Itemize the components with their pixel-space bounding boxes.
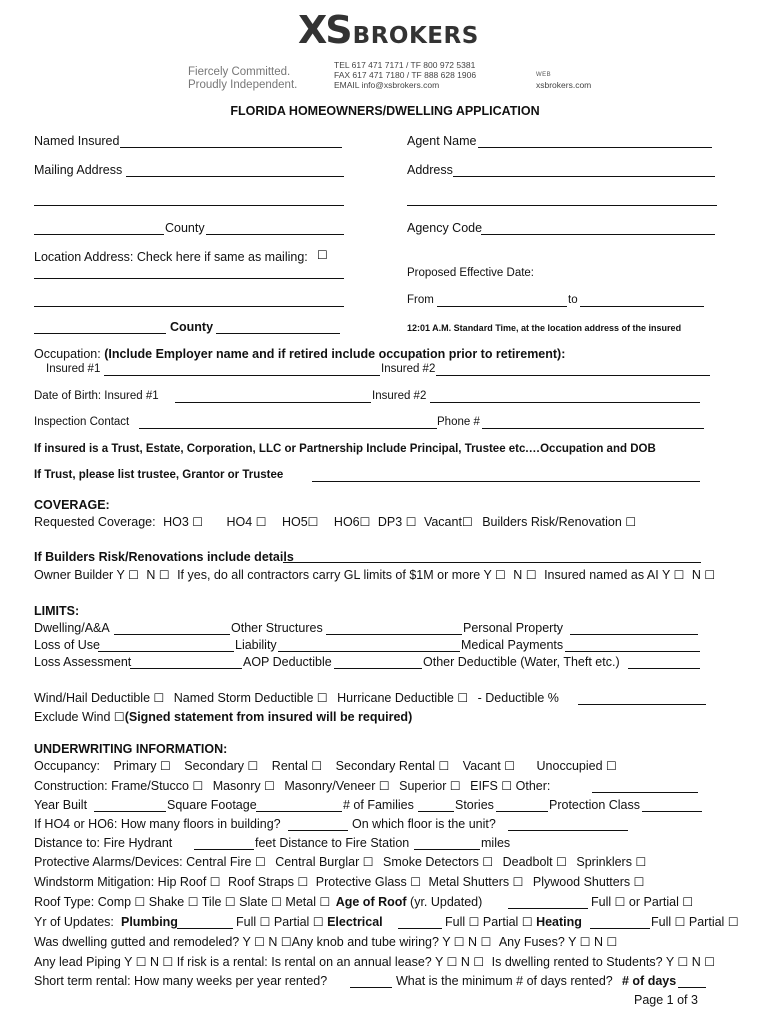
- protection-class-field[interactable]: [642, 811, 702, 812]
- deductibles-row: [34, 691, 559, 705]
- roof-straps-label: Roof Straps: [228, 875, 295, 889]
- smoke-detectors-label: Smoke Detectors: [383, 855, 479, 869]
- builders-row: [34, 568, 715, 582]
- loss-of-use-field[interactable]: [98, 651, 234, 652]
- other-structures-field[interactable]: [326, 634, 462, 635]
- inspection-contact-field[interactable]: [139, 428, 437, 429]
- roof-metal-checkbox[interactable]: ☐: [319, 895, 331, 909]
- form-title: FLORIDA HOMEOWNERS/DWELLING APPLICATION: [230, 104, 540, 118]
- plumbing-full-checkbox[interactable]: ☐: [259, 915, 271, 929]
- named-storm-checkbox[interactable]: ☐: [316, 691, 328, 705]
- hurricane-checkbox[interactable]: ☐: [457, 691, 469, 705]
- roof-comp-label: Comp: [97, 895, 132, 909]
- plumbing-label: Plumbing: [121, 915, 178, 929]
- contact-block: [334, 60, 476, 90]
- inspection-contact-label: Inspection Contact: [34, 416, 130, 428]
- fuses-n-label: N: [593, 935, 603, 949]
- families-label: # of Families: [343, 798, 414, 812]
- wind-hail-deductible-label: Wind/Hail Deductible: [34, 691, 151, 705]
- occupation-instruction: (Include Employer name and if retired include occupation prior to retirement):: [104, 347, 566, 361]
- gutted-n-checkbox[interactable]: ☐: [280, 935, 292, 949]
- occupancy-primary-checkbox[interactable]: ☐: [160, 759, 171, 773]
- construction-eifs-checkbox[interactable]: ☐: [501, 779, 513, 793]
- exclude-wind-checkbox[interactable]: ☐: [113, 710, 125, 724]
- construction-superior-label: Superior: [399, 779, 447, 793]
- agent-address-field[interactable]: [453, 176, 715, 177]
- construction-eifs-label: EIFS: [470, 779, 498, 793]
- other-structures-label: Other Structures: [231, 621, 323, 635]
- miles-label: miles: [481, 836, 511, 850]
- owner-builder-n-checkbox[interactable]: ☐: [158, 568, 170, 582]
- min-days-question: What is the minimum # of days rented?: [396, 974, 613, 988]
- tagline: [188, 66, 297, 92]
- contact-line-2: FAX 617 471 7180 / TF 888 628 1906: [334, 70, 477, 80]
- trust-list-field[interactable]: [312, 481, 700, 482]
- location-city-field[interactable]: [34, 333, 166, 334]
- roof-or-partial-label: or Partial: [628, 895, 679, 909]
- xs-brokers-logo: [298, 8, 479, 52]
- lead-n-checkbox[interactable]: ☐: [162, 955, 174, 969]
- coverage-ho4[interactable]: [227, 515, 267, 529]
- knob-y-label: Y: [442, 935, 451, 949]
- heating-full-label: Full: [651, 915, 672, 929]
- occupancy-vacant-checkbox[interactable]: ☐: [504, 759, 516, 773]
- checkbox-icon[interactable]: ☐: [307, 515, 319, 529]
- exclude-wind-row: [34, 710, 412, 724]
- roof-shake-label: Shake: [148, 895, 185, 909]
- limits-heading: LIMITS:: [34, 604, 80, 618]
- coverage-dp3[interactable]: [378, 515, 417, 529]
- lead-question: Any lead Piping: [34, 955, 121, 969]
- roof-slate-label: Slate: [239, 895, 268, 909]
- insured-ai-question: Insured named as AI: [544, 568, 659, 582]
- metal-shutters-checkbox[interactable]: ☐: [512, 875, 524, 889]
- construction-masonry-veneer-checkbox[interactable]: ☐: [378, 779, 390, 793]
- fuses-y-checkbox[interactable]: ☐: [579, 935, 591, 949]
- occupancy-vacant-label: Vacant: [462, 759, 501, 773]
- proposed-effective-date-label: Proposed Effective Date:: [407, 267, 534, 279]
- yr-updated-label: (yr. Updated): [410, 895, 483, 909]
- loss-of-use-label: Loss of Use: [34, 638, 101, 652]
- gl-y-checkbox[interactable]: ☐: [495, 568, 506, 582]
- owner-builder-y-label: Y: [116, 568, 125, 582]
- county-label: County: [165, 221, 205, 235]
- gutted-question: Was dwelling gutted and remodeled?: [34, 935, 240, 949]
- from-date-field[interactable]: [437, 306, 567, 307]
- medical-payments-label: Medical Payments: [461, 638, 564, 652]
- to-label: to: [568, 294, 578, 306]
- wind-hail-checkbox[interactable]: ☐: [153, 691, 165, 705]
- contact-line-3: EMAIL info@xsbrokers.com: [334, 80, 440, 90]
- central-burglar-checkbox[interactable]: ☐: [362, 855, 374, 869]
- num-days-field[interactable]: [678, 987, 706, 988]
- occupancy-secondary-rental-checkbox[interactable]: ☐: [438, 759, 450, 773]
- square-footage-label: Square Footage: [167, 798, 257, 812]
- agent-name-field[interactable]: [478, 147, 712, 148]
- protective-row: [34, 855, 646, 869]
- construction-frame-checkbox[interactable]: ☐: [192, 779, 204, 793]
- plywood-shutters-checkbox[interactable]: ☐: [633, 875, 645, 889]
- coverage-heading: COVERAGE:: [34, 498, 110, 512]
- construction-row: [34, 779, 550, 793]
- city-field[interactable]: [34, 234, 164, 235]
- deductible-pct-label: - Deductible %: [477, 691, 559, 705]
- location-address-line-2[interactable]: [34, 306, 344, 307]
- central-fire-label: Central Fire: [186, 855, 252, 869]
- occupancy-row: [34, 759, 617, 773]
- loss-assessment-label: Loss Assessment: [34, 655, 132, 669]
- plumbing-partial-label: Partial: [273, 915, 310, 929]
- construction-other-label: Other:: [515, 779, 551, 793]
- checkbox-icon[interactable]: ☐: [625, 515, 637, 529]
- fire-hydrant-field[interactable]: [194, 849, 254, 850]
- lease-y-label: Y: [435, 955, 444, 969]
- trust-note: If insured is a Trust, Estate, Corporation, LLC or Partnership Include Principal, Trustee etc.…Occupation and DOB: [34, 443, 656, 455]
- roof-full-checkbox[interactable]: ☐: [614, 895, 626, 909]
- floors-question: If HO4 or HO6: How many floors in building?: [34, 817, 281, 831]
- electrical-full-checkbox[interactable]: ☐: [468, 915, 480, 929]
- occupancy-rental-checkbox[interactable]: ☐: [311, 759, 323, 773]
- coverage-vacant-label: Vacant: [423, 515, 462, 529]
- gl-n-label: N: [513, 568, 523, 582]
- coverage-ho6-label: HO6: [333, 515, 360, 529]
- requested-coverage-label: Requested Coverage:: [34, 515, 156, 529]
- yr-updates-label: Yr of Updates:: [34, 915, 114, 929]
- roof-type-row: [34, 895, 482, 909]
- weeks-rented-field[interactable]: [350, 987, 392, 988]
- deadbolt-label: Deadbolt: [502, 855, 553, 869]
- sprinklers-label: Sprinklers: [576, 855, 632, 869]
- agency-code-field[interactable]: [481, 234, 715, 235]
- electrical-field[interactable]: [398, 928, 442, 929]
- other-deductible-field[interactable]: [628, 668, 700, 669]
- roof-slate-checkbox[interactable]: ☐: [271, 895, 282, 909]
- checkbox-icon[interactable]: ☐: [359, 515, 371, 529]
- fuses-question: Any Fuses?: [498, 935, 565, 949]
- occupancy-unoccupied-checkbox[interactable]: ☐: [606, 759, 617, 773]
- coverage-ho6[interactable]: [334, 515, 370, 529]
- coverage-ho3[interactable]: [163, 515, 203, 529]
- fuses-y-label: Y: [568, 935, 577, 949]
- roof-comp-checkbox[interactable]: ☐: [134, 895, 146, 909]
- gl-n-checkbox[interactable]: ☐: [525, 568, 537, 582]
- heating-field[interactable]: [590, 928, 650, 929]
- logo-brokers: BROKERS: [352, 23, 479, 49]
- owner-builder-n-label: N: [146, 568, 156, 582]
- electrical-label: Electrical: [327, 915, 383, 929]
- occupation-row: [34, 347, 565, 361]
- occupancy-secondary-label: Secondary: [184, 759, 245, 773]
- aop-deductible-label: AOP Deductible: [243, 655, 332, 669]
- occupation-label: Occupation:: [34, 347, 101, 361]
- builders-details-label: If Builders Risk/Renovations include details: [34, 550, 294, 564]
- dwelling-label: Dwelling/A&A: [34, 621, 110, 635]
- hip-roof-checkbox[interactable]: ☐: [209, 875, 221, 889]
- fire-station-field[interactable]: [414, 849, 480, 850]
- dob-insured2-label: Insured #2: [372, 390, 427, 402]
- construction-label: Construction:: [34, 779, 108, 793]
- occupancy-unoccupied-label: Unoccupied: [536, 759, 603, 773]
- floor-unit-field[interactable]: [508, 830, 628, 831]
- lead-n-label: N: [149, 955, 160, 969]
- short-term-question: Short term rental: How many weeks per year rented?: [34, 974, 328, 988]
- protection-class-label: Protection Class: [549, 798, 641, 812]
- gutted-y-label: Y: [242, 935, 251, 949]
- coverage-dp3-label: DP3: [377, 515, 403, 529]
- num-days-label: # of days: [622, 974, 677, 988]
- lead-row: [34, 955, 715, 969]
- exclude-wind-label: Exclude Wind: [34, 710, 111, 724]
- named-storm-deductible-label: Named Storm Deductible: [173, 691, 314, 705]
- tagline-line-2: Proudly Independent.: [188, 79, 298, 91]
- roof-tile-label: Tile: [201, 895, 222, 909]
- construction-frame-label: Frame/Stucco: [111, 779, 189, 793]
- plumbing-full-label: Full: [236, 915, 257, 929]
- lead-y-checkbox[interactable]: ☐: [135, 955, 147, 969]
- roof-metal-label: Metal: [285, 895, 316, 909]
- to-date-field[interactable]: [580, 306, 704, 307]
- construction-superior-checkbox[interactable]: ☐: [449, 779, 461, 793]
- protective-glass-checkbox[interactable]: ☐: [410, 875, 422, 889]
- trust-list-label: If Trust, please list trustee, Grantor or Trustee: [34, 469, 284, 481]
- liability-field[interactable]: [278, 651, 460, 652]
- logo-xs: XS: [298, 8, 351, 52]
- phone-label: Phone #: [437, 416, 480, 428]
- tagline-line-1: Fiercely Committed.: [188, 66, 291, 78]
- coverage-ho5[interactable]: [282, 515, 318, 529]
- dwelling-field[interactable]: [114, 634, 230, 635]
- windstorm-row: [34, 875, 644, 889]
- knob-question: Any knob and tube wiring?: [291, 935, 439, 949]
- deadbolt-checkbox[interactable]: ☐: [556, 855, 567, 869]
- heating-options: [651, 915, 739, 929]
- gl-limits-question: If yes, do all contractors carry GL limits of $1M or more: [177, 568, 481, 582]
- personal-property-label: Personal Property: [463, 621, 564, 635]
- hip-roof-label: Hip Roof: [157, 875, 207, 889]
- construction-other-field[interactable]: [592, 792, 698, 793]
- web-block: [536, 70, 591, 90]
- same-as-mailing-checkbox[interactable]: ☐: [317, 248, 328, 262]
- gutted-y-checkbox[interactable]: ☐: [254, 935, 265, 949]
- fire-station-label: feet Distance to Fire Station: [255, 836, 410, 850]
- roof-type-label: Roof Type:: [34, 895, 95, 909]
- builders-details-field[interactable]: [283, 562, 701, 563]
- electrical-full-label: Full: [445, 915, 466, 929]
- occupation-insured1-label: Insured #1: [46, 363, 101, 375]
- lead-y-label: Y: [124, 955, 133, 969]
- dob-insured2-field[interactable]: [430, 402, 700, 403]
- gl-y-label: Y: [483, 568, 492, 582]
- ai-y-label: Y: [661, 568, 671, 582]
- knob-n-label: N: [468, 935, 478, 949]
- windstorm-label: Windstorm Mitigation:: [34, 875, 155, 889]
- coverage-vacant[interactable]: [424, 515, 473, 529]
- floor-unit-question: On which floor is the unit?: [352, 817, 496, 831]
- students-y-label: Y: [665, 955, 674, 969]
- liability-label: Liability: [235, 638, 277, 652]
- location-address-line-1[interactable]: [34, 278, 344, 279]
- dob-insured1-field[interactable]: [175, 402, 371, 403]
- square-footage-field[interactable]: [256, 811, 342, 812]
- mailing-address-label: Mailing Address: [34, 163, 123, 177]
- named-insured-field[interactable]: [120, 147, 342, 148]
- ai-n-label: N: [691, 568, 701, 582]
- knob-y-checkbox[interactable]: ☐: [453, 935, 465, 949]
- mailing-address-line-2[interactable]: [34, 205, 344, 206]
- loss-assessment-field[interactable]: [130, 668, 242, 669]
- plumbing-options: [236, 915, 383, 929]
- coverage-ho3-label: HO3: [163, 515, 189, 529]
- knob-n-checkbox[interactable]: ☐: [480, 935, 492, 949]
- web-value: xsbrokers.com: [536, 80, 592, 90]
- hurricane-deductible-label: Hurricane Deductible: [337, 691, 454, 705]
- construction-masonry-veneer-label: Masonry/Veneer: [284, 779, 376, 793]
- page-number: Page 1 of 3: [634, 993, 698, 1007]
- owner-builder-label: Owner Builder: [34, 568, 114, 582]
- coverage-row: [34, 515, 636, 529]
- owner-builder-y-checkbox[interactable]: ☐: [128, 568, 139, 582]
- roof-full-label: Full: [591, 895, 612, 909]
- signed-statement-note: (Signed statement from insured will be required): [124, 710, 413, 724]
- year-built-label: Year Built: [34, 798, 88, 812]
- construction-masonry-checkbox[interactable]: ☐: [264, 779, 275, 793]
- checkbox-icon[interactable]: ☐: [255, 515, 267, 529]
- agent-name-label: Agent Name: [407, 134, 477, 148]
- heating-partial-label: Partial: [688, 915, 725, 929]
- agent-address-label: Address: [407, 163, 453, 177]
- metal-shutters-label: Metal Shutters: [428, 875, 510, 889]
- medical-payments-field[interactable]: [565, 651, 700, 652]
- phone-field[interactable]: [482, 428, 704, 429]
- electrical-partial-label: Partial: [482, 915, 519, 929]
- smoke-detectors-checkbox[interactable]: ☐: [482, 855, 494, 869]
- ai-y-checkbox[interactable]: ☐: [673, 568, 685, 582]
- age-of-roof-label: Age of Roof: [335, 895, 407, 909]
- roof-tile-checkbox[interactable]: ☐: [224, 895, 236, 909]
- occupancy-primary-label: Primary: [113, 759, 157, 773]
- location-address-label: Location Address: Check here if same as mailing:: [34, 250, 308, 264]
- students-n-checkbox[interactable]: ☐: [704, 955, 715, 969]
- roof-full-partial: [591, 895, 693, 909]
- gutted-n-label: N: [268, 935, 278, 949]
- personal-property-field[interactable]: [570, 634, 698, 635]
- coverage-builders-risk[interactable]: [482, 515, 636, 529]
- annual-lease-question: If risk is a rental: Is rental on an annual lease?: [176, 955, 432, 969]
- occupancy-secondary-rental-label: Secondary Rental: [335, 759, 436, 773]
- other-deductible-label: Other Deductible (Water, Theft etc.): [423, 655, 620, 669]
- central-fire-checkbox[interactable]: ☐: [254, 855, 266, 869]
- floors-field[interactable]: [288, 830, 348, 831]
- location-county-field[interactable]: [216, 333, 340, 334]
- occupation-insured2-field[interactable]: [436, 375, 710, 376]
- coverage-ho4-label: HO4: [226, 515, 253, 529]
- lease-n-label: N: [460, 955, 470, 969]
- lease-n-checkbox[interactable]: ☐: [473, 955, 485, 969]
- gutted-row: [34, 935, 617, 949]
- stories-field[interactable]: [496, 811, 548, 812]
- year-built-field[interactable]: [94, 811, 166, 812]
- dob-insured1-label: Date of Birth: Insured #1: [34, 390, 159, 402]
- lease-y-checkbox[interactable]: ☐: [446, 955, 458, 969]
- checkbox-icon[interactable]: ☐: [405, 515, 417, 529]
- central-burglar-label: Central Burglar: [275, 855, 360, 869]
- roof-partial-checkbox[interactable]: ☐: [682, 895, 694, 909]
- electrical-options: [445, 915, 582, 929]
- sprinklers-checkbox[interactable]: ☐: [635, 855, 647, 869]
- checkbox-icon[interactable]: ☐: [461, 515, 473, 529]
- protective-glass-label: Protective Glass: [315, 875, 407, 889]
- fuses-n-checkbox[interactable]: ☐: [606, 935, 618, 949]
- agency-code-label: Agency Code: [407, 221, 483, 235]
- stories-label: Stories: [455, 798, 494, 812]
- students-question: Is dwelling rented to Students?: [491, 955, 663, 969]
- heating-label: Heating: [536, 915, 582, 929]
- roof-straps-checkbox[interactable]: ☐: [297, 875, 309, 889]
- construction-masonry-label: Masonry: [212, 779, 261, 793]
- plumbing-partial-checkbox[interactable]: ☐: [312, 915, 324, 929]
- coverage-builders-risk-label: Builders Risk/Renovation: [482, 515, 622, 529]
- underwriting-heading: UNDERWRITING INFORMATION:: [34, 742, 228, 756]
- heating-partial-checkbox[interactable]: ☐: [727, 915, 739, 929]
- named-insured-label: Named Insured: [34, 134, 120, 148]
- ai-n-checkbox[interactable]: ☐: [704, 568, 716, 582]
- from-label: From: [407, 294, 434, 306]
- contact-line-1: TEL 617 471 7171 / TF 800 972 5381: [334, 60, 476, 70]
- deductible-pct-field[interactable]: [578, 704, 706, 705]
- web-label: WEB: [536, 72, 552, 78]
- age-of-roof-field[interactable]: [508, 908, 588, 909]
- checkbox-icon[interactable]: ☐: [192, 515, 204, 529]
- plumbing-field[interactable]: [177, 928, 233, 929]
- county-field[interactable]: [206, 234, 344, 235]
- heating-full-checkbox[interactable]: ☐: [674, 915, 686, 929]
- students-y-checkbox[interactable]: ☐: [677, 955, 689, 969]
- occupancy-secondary-checkbox[interactable]: ☐: [247, 759, 259, 773]
- occupancy-rental-label: Rental: [271, 759, 308, 773]
- location-county-label: County: [170, 320, 214, 334]
- electrical-partial-checkbox[interactable]: ☐: [521, 915, 533, 929]
- aop-deductible-field[interactable]: [334, 668, 422, 669]
- agent-address-line-2[interactable]: [407, 205, 717, 206]
- occupation-insured2-label: Insured #2: [381, 363, 436, 375]
- fire-hydrant-label: Distance to: Fire Hydrant: [34, 836, 173, 850]
- families-field[interactable]: [418, 811, 454, 812]
- protective-label: Protective Alarms/Devices:: [34, 855, 183, 869]
- roof-shake-checkbox[interactable]: ☐: [187, 895, 199, 909]
- plywood-shutters-label: Plywood Shutters: [532, 875, 631, 889]
- occupation-insured1-field[interactable]: [104, 375, 380, 376]
- mailing-address-field[interactable]: [126, 176, 344, 177]
- occupancy-label: Occupancy:: [34, 759, 101, 773]
- students-n-label: N: [691, 955, 701, 969]
- standard-time-note: 12:01 A.M. Standard Time, at the location address of the insured: [407, 323, 682, 333]
- coverage-ho5-label: HO5: [281, 515, 308, 529]
